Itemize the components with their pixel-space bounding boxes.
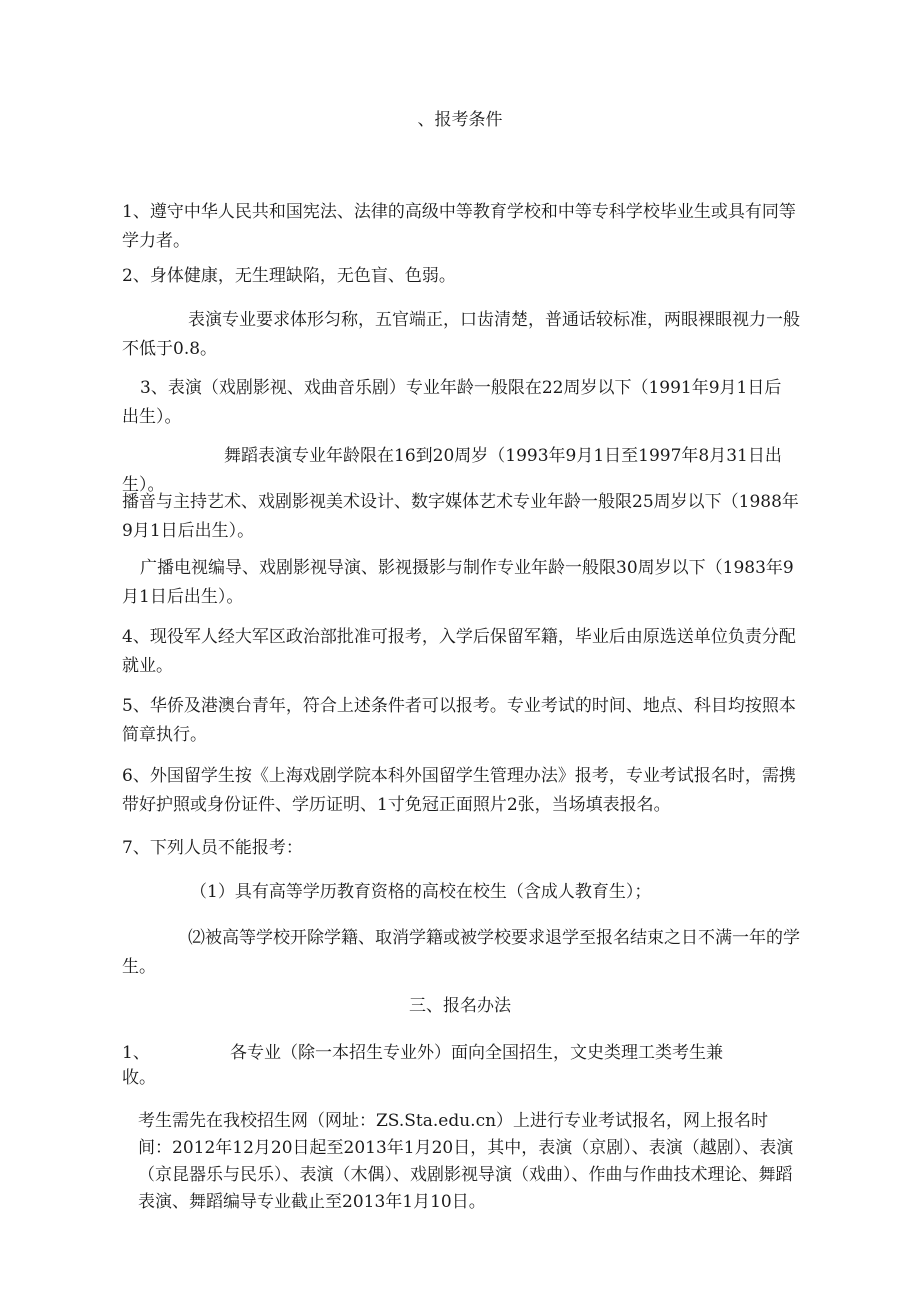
requirement-dance-age: 舞蹈表演专业年龄限在16到20周岁（1993年9月1日至1997年8月31日出生）。 (122, 446, 782, 495)
registration-online-note: 考生需先在我校招生网（网址：ZS.Sta.edu.cn）上进行专业考试报名，网上报名时间：2012年12月20日起至2013年1月20日，其中，表演（京剧）、表演（越剧）、表演（京昆器乐与民乐）、表演（木偶）、戏剧影视导演（戏曲）、作曲与作曲技术理论、舞蹈表演、舞蹈编导专业截止至2013年1月10日。 (138, 1111, 794, 1212)
exclusion-item-1: （1）具有高等学历教育资格的高校在校生（含成人教育生）； (190, 882, 652, 902)
exclusion-item-2: ⑵被高等学校开除学籍、取消学籍或被学校要求退学至报名结束之日不满一年的学生。 (122, 928, 800, 977)
requirement-item-3: 3、表演（戏剧影视、戏曲音乐剧）专业年龄一般限在22周岁以下（1991年9月1日后出生）。 (122, 378, 782, 427)
requirement-directing-age: 广播电视编导、戏剧影视导演、影视摄影与制作专业年龄一般限30周岁以下（1983年9月1日后出生）。 (122, 558, 794, 607)
section-heading-requirements: 、报考条件 (417, 110, 503, 130)
requirement-performance-note: 表演专业要求体形匀称，五官端正，口齿清楚，普通话较标准，两眼裸眼视力一般不低于0.8。 (122, 310, 800, 359)
registration-item-1-number: 1、 (122, 1043, 150, 1063)
requirement-item-2: 2、身体健康，无生理缺陷，无色盲、色弱。 (122, 266, 456, 286)
requirement-item-7: 7、下列人员不能报考： (122, 838, 303, 858)
section-heading-registration: 三、报名办法 (409, 996, 511, 1016)
requirement-broadcast-age: 播音与主持艺术、戏剧影视美术设计、数字媒体艺术专业年龄一般限25周岁以下（1988年9月1日后出生）。 (122, 492, 799, 541)
requirement-item-4: 4、现役军人经大军区政治部批准可报考，入学后保留军籍，毕业后由原选送单位负责分配就业。 (122, 627, 796, 676)
requirement-item-1: 1、遵守中华人民共和国宪法、法律的高级中等教育学校和中等专科学校毕业生或具有同等学力者。 (122, 202, 796, 251)
registration-item-1-text: 各专业（除一本招生专业外）面向全国招生，文史类理工类考生兼 (230, 1043, 723, 1063)
registration-item-1-continuation: 收。 (122, 1068, 156, 1088)
requirement-item-6: 6、外国留学生按《上海戏剧学院本科外国留学生管理办法》报考，专业考试报名时，需携带好护照或身份证件、学历证明、1寸免冠正面照片2张，当场填表报名。 (122, 766, 796, 815)
requirement-item-5: 5、华侨及港澳台青年，符合上述条件者可以报考。专业考试的时间、地点、科目均按照本简章执行。 (122, 696, 796, 745)
